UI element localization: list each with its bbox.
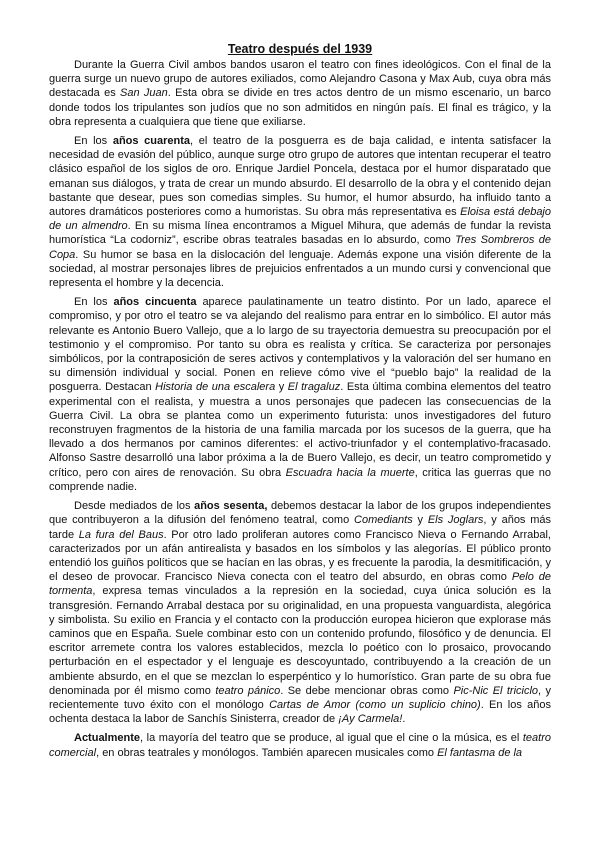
text-run: . Se debe mencionar obras como: [280, 684, 454, 697]
text-run: . En los años ochenta destaca la labor de Sanchís Sinisterra, creador de: [49, 698, 551, 726]
bold-heading: años sesenta,: [194, 500, 268, 513]
bold-heading: Actualmente: [74, 732, 141, 745]
text-run: , la mayoría del teatro que se produce, al igual que el cine o la música, es el: [140, 732, 523, 745]
italic-title: El fantasma de la: [437, 746, 523, 759]
text-run: .: [402, 713, 406, 726]
text-run: , el teatro de la posguerra es de baja calidad, e intenta satisfacer la necesidad de evasión del público, aunque surge otro grupo de autores que intentan recuperar el teatro clásico español de los siglos de oro. Enrique Jardiel Poncela, destaca por el humor disparatado que emanan sus diálogos, y trata de crear un mundo absurdo. El desarrollo de la obra y el contenido dejan bastante que desear, pues son comedias simples. Su humor, el humor absurdo, ha influido tanto a autores dramáticos posteriores como a humoristas. Su obra más representativa es: [49, 135, 551, 219]
paragraph: [49, 58, 551, 129]
paragraph: [49, 499, 551, 726]
text-run: Desde mediados de los: [74, 500, 195, 513]
text-run: , y recientemente tuvo éxito con el monólogo: [49, 684, 552, 711]
italic-title: El triciclo: [492, 684, 539, 697]
text-run: En los: [74, 296, 114, 309]
bold-heading: años cuarenta: [112, 135, 191, 148]
text-run: . Esta obra se divide en tres actos dentro de un mismo escenario, un barco donde todos los tripulantes son judíos que no son admitidos en ningún país. El final es trágico, y la obra representa a cualquiera que tiene que exiliarse.: [49, 87, 551, 128]
italic-title: Els Joglars: [427, 514, 484, 527]
page-title: Teatro después del 1939: [227, 42, 373, 56]
italic-title: Pic-Nic: [453, 684, 489, 697]
paragraph: [49, 134, 551, 290]
document-body: [49, 58, 551, 760]
text-run: aparece paulatinamente un teatro distinto. Por un lado, aparece el compromiso, y por otro el teatro se va alejando del realismo para entrar en lo simbólico. El autor más relevante es Antonio Buero Vallejo, que a lo largo de su trayectoria demuestra su preocupación por el testimonio y el compromiso. Por tanto su obra es realista y crítica. Se caracteriza por personajes simbólicos, por la contraposición de seres activos y contemplativos y la valoración del ser humano en su dimensión individual y social. Ponen en relieve cómo vive el “pueblo bajo” la realidad de la posguerra. Destacan: [49, 296, 551, 394]
italic-title: Pelo de tormenta: [49, 571, 552, 598]
italic-title: El tragaluz: [287, 381, 341, 394]
italic-title: teatro comercial: [49, 732, 551, 759]
text-run: , y años más tarde: [49, 514, 552, 541]
paragraph: [49, 731, 551, 759]
text-run: , expresa temas vinculados a la represión en la sociedad, cuya única solución es la transgresión. Fernando Arrabal destaca por su originalidad, en una propuesta vanguardista, alegórica y simbolista. Su exilio en Francia y el contacto con la producción europea hicieron que explorase más caminos que en España. Suele combinar esto con un contenido profundo, filosófico y de denuncia. El escritor arremete contra los valores establecidos, mezcla lo poético con lo prosaico, provocando perturbación en el espectador y el lenguaje es descoyuntado, contribuyendo a la creación de un ambiente absurdo, en el que se mezclan lo esperpéntico y lo humorístico. Gran parte de su obra fue denominada por él mismo como: [49, 585, 551, 697]
text-run: . Esta última combina elementos del teatro experimental con el realista, y muestra a unos personajes que padecen las consecuencias de la Guerra Civil. La obra se plantea como un experimento futurista: unos investigadores del futuro reconstruyen fragmentos de la historia de una familia marcada por los sucesos de la guerra, que ha llevado a dos hermanos por caminos diferentes: el activo-triunfador y el contemplativo-fracasado. Alfonso Sastre desarrolló una labor próxima a la de Buero Vallejo, es decir, un teatro comprometido y crítico, pero con aires de renovación. Su obra: [49, 381, 551, 479]
italic-title: Eloisa está debajo de un almendro: [49, 206, 551, 233]
text-run: y: [412, 514, 428, 527]
italic-title: teatro pánico: [215, 684, 281, 697]
italic-title: Historia de una escalera: [155, 381, 276, 394]
text-run: . Por otro lado proliferan autores como Francisco Nieva o Fernando Arrabal, caracterizados por un afán antirealista y basados en los símbolos y las alegorías. El público pronto entendió los guiños políticos que se hacían en las obras, y es frecuente la parodia, la desmitificación, y el deseo de provocar. Francisco Nieva conecta con el teatro del absurdo, en obras como: [49, 528, 551, 584]
italic-title: ¡Ay Carmela!: [338, 713, 403, 726]
italic-title: La fura del Baus: [78, 528, 164, 541]
text-run: y: [275, 381, 288, 394]
italic-title: Tres Sombreros de Copa: [49, 234, 551, 261]
text-run: . Su humor se basa en la dislocación del lenguaje. Además expone una visión diferente de la sociedad, al mostrar personajes libres de prejuicios enfrentados a un mundo cursi y convencional que representa el hombre y la decencia.: [49, 248, 551, 290]
italic-title: Escuadra hacia la muerte: [285, 466, 415, 479]
text-run: En los: [74, 135, 113, 148]
text-run: Durante la Guerra Civil ambos bandos usaron el teatro con fines ideológicos. Con el final de la guerra surge un nuevo grupo de autores exiliados, como Alejandro Casona y Max Aub, cuya obra más destacada es: [49, 59, 551, 100]
italic-title: San Juan: [120, 87, 168, 100]
paragraph: [49, 295, 551, 494]
text-run: debemos destacar la labor de los grupos independientes que contribuyeron a la difusión del fenómeno teatral, como: [49, 500, 551, 527]
text-run: . En su misma línea encontramos a Miguel Mihura, que además de fundar la revista humorística “La codorniz”, escribe obras teatrales basadas en lo absurdo, como: [49, 220, 551, 247]
italic-title: Comediants: [354, 514, 413, 527]
text-run: , critica las guerras que no comprende nadie.: [49, 466, 552, 493]
bold-heading: años cincuenta: [113, 296, 197, 309]
text-run: , en obras teatrales y monólogos. También aparecen musicales como: [96, 746, 438, 759]
italic-title: Cartas de Amor (como un suplicio chino): [269, 698, 481, 711]
